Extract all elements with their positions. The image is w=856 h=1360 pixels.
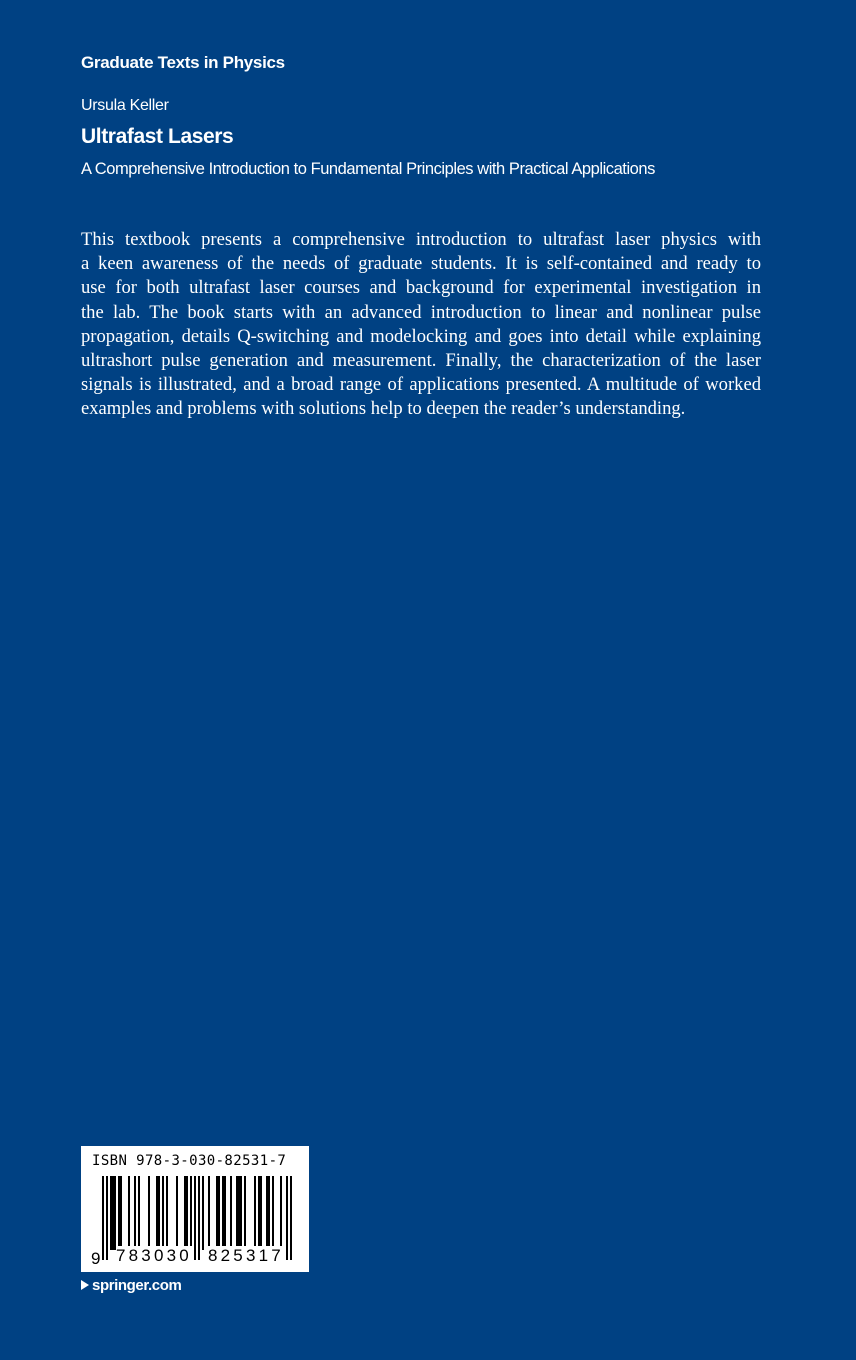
barcode-bar [176,1176,178,1250]
book-subtitle: A Comprehensive Introduction to Fundamental Principles with Practical Applications [81,160,655,178]
description-line: a keen awareness of the needs of graduate students. It is self-contained and ready to [81,253,761,275]
description-line: signals is illustrated, and a broad range of applications presented. A multitude of worked [81,374,761,396]
barcode-bar [238,1176,240,1250]
barcode-bar [240,1176,242,1250]
publisher-website[interactable] [81,1277,181,1294]
barcode-bar [134,1176,136,1250]
barcode-bar [120,1176,122,1250]
barcode-bar [148,1176,150,1250]
arrow-right-icon [81,1280,89,1290]
barcode-bar [258,1176,260,1250]
description-line: propagation, details Q-switching and modelocking and goes into detail while explaining [81,325,761,347]
barcode-bar [286,1176,288,1260]
barcode-bar [202,1176,204,1250]
barcode-bar [110,1176,112,1250]
barcode-bar [218,1176,220,1250]
barcode-bar [112,1176,114,1250]
barcode-bar [194,1176,196,1260]
barcode-bar [114,1176,116,1250]
barcode-digits-right: 825317 [208,1246,284,1265]
barcode-bar [222,1176,224,1250]
barcode-bar [268,1176,270,1250]
barcode-bar [128,1176,130,1250]
description-line: examples and problems with solutions help to deepen the reader’s understanding. [81,398,686,420]
barcode-digits-left: 783030 [116,1246,192,1265]
description-line: the lab. The book starts with an advanced introduction to linear and nonlinear pulse [81,301,761,323]
barcode-bar [184,1176,186,1250]
barcode-bar [236,1176,238,1250]
barcode-bar [230,1176,232,1250]
isbn-barcode [81,1146,309,1272]
barcode-bar [208,1176,210,1250]
book-description [81,228,761,422]
barcode-bar [254,1176,256,1250]
barcode-bar [106,1176,108,1260]
barcode-bar [224,1176,226,1250]
barcode-bar [260,1176,262,1250]
barcode-bar [280,1176,282,1250]
barcode-bar [102,1176,104,1260]
barcode-bar [166,1176,168,1250]
barcode-bar [198,1176,200,1260]
barcode-bar [190,1176,192,1250]
barcode-bar [138,1176,140,1250]
barcode-bar [216,1176,218,1250]
barcode-bar [244,1176,246,1250]
book-title: Ultrafast Lasers [81,125,234,148]
barcode-bar [162,1176,164,1250]
barcode-bar [266,1176,268,1250]
website-label: springer.com [92,1277,182,1294]
barcode-bar [118,1176,120,1250]
barcode-bar [290,1176,292,1260]
barcode-bar [272,1176,274,1250]
barcode-bar [186,1176,188,1250]
author-name: Ursula Keller [81,97,169,114]
barcode-bar [156,1176,158,1250]
description-line: use for both ultrafast laser courses and background for experimental investigation in [81,277,761,299]
barcode-digit-first: 9 [91,1249,101,1268]
isbn-label: ISBN 978-3-030-82531-7 [92,1153,287,1169]
series-name: Graduate Texts in Physics [81,53,285,72]
barcode-bar [158,1176,160,1250]
description-line: ultrashort pulse generation and measurement. Finally, the characterization of the laser [81,349,761,371]
description-line: This textbook presents a comprehensive introduction to ultrafast laser physics with [81,229,761,250]
